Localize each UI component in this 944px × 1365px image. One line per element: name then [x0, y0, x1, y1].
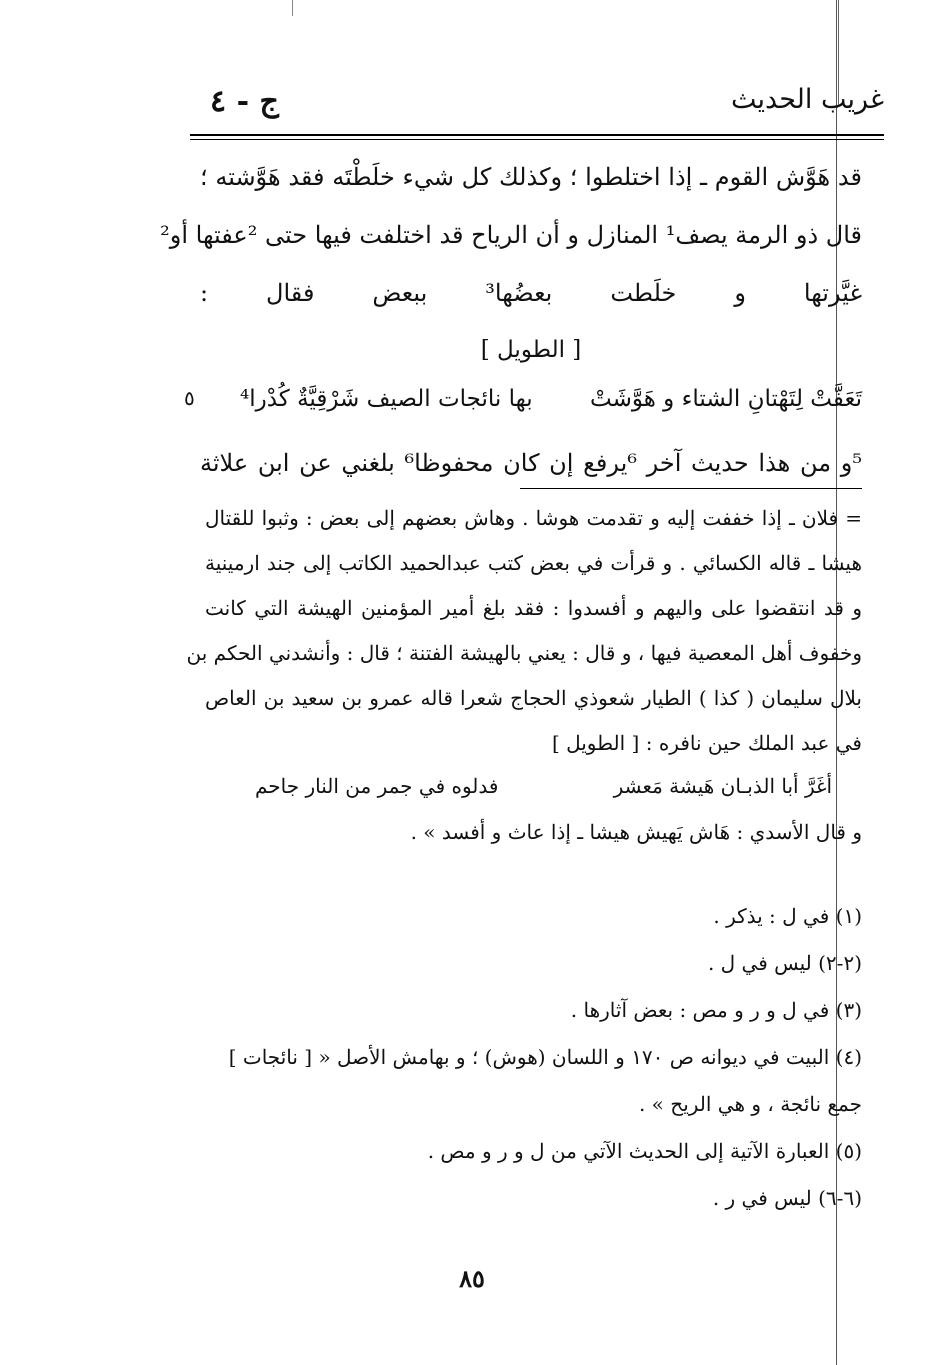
footnotes [205, 893, 862, 1222]
note-line: في عبد الملك حين نافره : [ الطويل ] [551, 731, 862, 755]
meter-label: [ الطويل ] [480, 337, 582, 363]
note-line: وخفوف أهل المعصية فيها ، و قال : يعني بالهيشة الفتنة ؛ قال : وأنشدني الحكم بن [186, 641, 862, 665]
page-header [190, 84, 884, 130]
note-verse [205, 766, 862, 810]
note-line: و قد انتقضوا على واليهم و أفسدوا : فقد بلغ أمير المؤمنين الهيشة التي كانت [205, 596, 862, 620]
text-line: ⁵و من هذا حديث آخر ⁶يرفع إن كان محفوظا⁶ بلغني عن ابن علاثة [200, 449, 863, 477]
note-line: = فلان ـ إذا خففت إليه و تقدمت هوشا . وهاش بعضهم إلى بعض : وثبوا للقتال [205, 506, 862, 530]
footnote: (١) في ل : يذكر . [713, 904, 862, 928]
continued-notes [186, 496, 862, 855]
text-line: قد هَوَّش القوم ـ إذا اختلطوا ؛ وكذلك كل شيء خلَطْتَه فقد هَوَّشته ؛ [200, 163, 862, 191]
main-text [160, 148, 863, 492]
running-title: غريب الحديث [731, 84, 884, 115]
note-line: بلال سليمان ( كذا ) الطيار شعوذي الحجاج شعرا قاله عمرو بن سعيد بن العاص [205, 686, 862, 710]
text-line: غيَّرتها و خلَطت بعضُها³ ببعض فقال : [200, 279, 862, 307]
verse-second-hemistich: بها نائجات الصيف شَرْقِيَّةٌ كُدْرا⁴ [240, 386, 533, 412]
note-line: هيشا ـ قاله الكسائي . و قرأت في بعض كتب عبدالحميد الكاتب إلى جند ارمينية [205, 551, 862, 575]
header-rule-thin [190, 139, 884, 140]
footnote: (٤) البيت في ديوانه ص ١٧٠ و اللسان (هوش) ؛ و بهامش الأصل « [ نائجات ] [228, 1045, 862, 1069]
header-rule [190, 134, 884, 136]
verse-first-hemistich: تَعَفَّتْ لِتَهْتانِ الشتاء و هَوَّشَتْ [589, 386, 862, 412]
poem-verse [184, 378, 862, 434]
text-line: قال ذو الرمة يصف¹ المنازل و أن الرياح قد اختلفت فيها حتى ²عفتها أو² [160, 221, 862, 249]
footnote: (٦-٦) ليس في ر . [712, 1186, 862, 1210]
note-verse-second: فدلوه في جمر من النار جاحم [255, 774, 499, 798]
volume-label: ج - ٤ [210, 84, 279, 119]
note-verse-first: أغَرَّ أبا الذبـان هَيشة مَعشر [613, 774, 832, 798]
footnote: (٢-٢) ليس في ل . [707, 951, 862, 975]
verse-number: ٥ [184, 386, 195, 410]
footnote-separator [520, 488, 862, 489]
footnote: (٣) في ل و ر و مص : بعض آثارها . [570, 998, 862, 1022]
note-line: و قال الأسدي : هَاش يَهيش هيشا ـ إذا عاث و أفسد » . [410, 820, 862, 844]
footnote-continuation: جمع نائجة ، و هي الريح » . [638, 1092, 862, 1116]
page-number: ٨٥ [459, 1264, 485, 1293]
footnote: (٥) العبارة الآتية إلى الحديث الآتي من ل و ر و مص . [427, 1139, 862, 1163]
scan-speck [292, 0, 293, 16]
